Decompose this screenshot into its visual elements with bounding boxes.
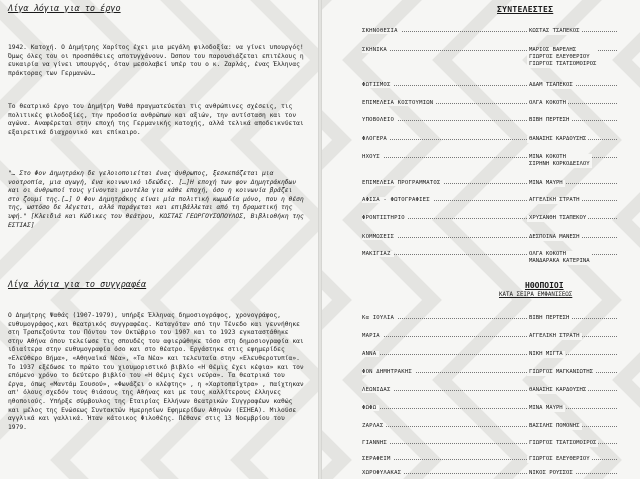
cast-row bbox=[362, 405, 632, 423]
dotted-leader bbox=[362, 354, 617, 355]
crew-role: ΣΚΗΝΙΚΑ bbox=[362, 47, 390, 53]
dotted-leader bbox=[362, 318, 617, 319]
cast-names bbox=[527, 456, 592, 463]
crew-name: ΘΑΝΑΣΗΣ ΚΑΡΔΟΥΣΗΣ bbox=[529, 136, 587, 142]
right-page bbox=[322, 0, 640, 479]
crew-names bbox=[527, 28, 582, 35]
cast-role: ΓΙΑΝΝΗΣ bbox=[362, 440, 390, 446]
cast-names bbox=[527, 351, 565, 358]
about-play-themes: Το θεατρικό έργο του Δημήτρη Ψαθά πραγματεύεται τις ανθρώπινες σχέσεις, τις πολιτικές φιλοδοξίες, την προδοσία ανθρώπων και αξιών, την αντίσταση και τον αγώνα. Αναφέρεται στην εποχή της Γερμανικής κατοχής, αλλά τελικά αποδεικνύεται εξαιρετικά διαχρονικό και επίκαιρο. bbox=[8, 103, 304, 136]
left-page bbox=[0, 0, 318, 479]
cast-names bbox=[527, 333, 582, 340]
cast-role: ΦΩΦΩ bbox=[362, 405, 379, 411]
crew-row bbox=[362, 47, 632, 65]
crew-names bbox=[527, 100, 568, 107]
critic-quote: "… Στο Φον Δημητράκη δε γελοιοποιείται ένας άνθρωπος, ξεσκεπάζεται μια νοοτροπία, μια αγωγή, ένα κοινωνικό ιδεώδες. […]Η εποχή των φον Δημητράκηδων και οι άνθρωποί τους γίνονται μοντέλα για κάθε εποχή, όσο η κοινωνία βράζει στο ζουμί της.[…] Ο Φον Δημητράκης είναι μία πολιτική κωμωδία μόνο, που η θέση της, ωστόσο δε λέγεται, αλλά παράγεται και επιβάλλεται από τη δραματική της υφή." [Κλειδιά και Κώδικες του θεάτρου, ΚΩΣΤΑΣ ΓΕΩΡΓΟΥΣΟΠΟΥΛΟΣ, Βιβλιοθήκη της ΕΣΤΙΑΣ] bbox=[8, 170, 304, 229]
crew-names bbox=[527, 136, 588, 143]
crew-role: ΑΦΙΣΑ - ΦΩΤΟΓΡΑΦΙΕΣ bbox=[362, 197, 433, 203]
dotted-leader bbox=[362, 408, 617, 409]
cast-title: ΗΘΟΠΟΙΟΙ bbox=[525, 281, 564, 290]
crew-names bbox=[527, 197, 582, 204]
cast-name: ΝΙΚΟΣ ΡΟΥΣΣΟΣ bbox=[529, 470, 573, 476]
cast-name: ΓΙΩΡΓΟΣ ΤΣΑΤΣΟΜΟΙΡΟΣ bbox=[529, 440, 597, 446]
cast-name: ΓΙΩΡΓΟΣ ΕΛΕΥΘΕΡΙΟΥ bbox=[529, 456, 590, 462]
dotted-leader bbox=[362, 120, 617, 121]
crew-role: ΕΠΙΜΕΛΕΙΑ ΚΟΣΤΟΥΜΙΩΝ bbox=[362, 100, 436, 106]
cast-names bbox=[527, 423, 582, 430]
crew-row bbox=[362, 251, 632, 269]
author-biography: Ο Δημήτρης Ψαθάς (1907-1979), υπήρξε Έλληνας δημοσιογράφος, χρονογράφος, ευθυμογράφος,και θεατρικός συγγραφέας. Καταγόταν από την Τένεδο και γεννήθηκε στη Τραπεζούντα του Πόντου τον Οκτώβριο του 1907 και το 1923 εγκαταστάθηκε στην Αθήνα όπου τελείωσε τις σπουδές του αφιερώθηκε τόσο στη δημοσιογραφία και ιδιαίτερα στην ευθυμογραφία όσο και στο θέατρο. Εργάστηκε στις εφημερίδες «Ελεύθερο Βήμα», «Αθηναϊκά Νέα», «Τα Νέα» και τελευταία στην «Ελευθεροτυπία». Το 1937 εξέδωσε το πρώτο του χιουμοριστικό βιβλίο «Η Θέμις έχει κέφια» και τον επόμενο χρόνο το δεύτερο βιβλίο του «Η Θέμις έχει νεύρα». Τα θεατρικά του έργα, όπως «Μαντάμ Σουσού», «Φωνάζει ο κλέφτης» , η «Χαρτοπαίχτρα» , παίχτηκαν απ' όλους σχεδόν τους θιάσους της Αθήνας και με τους καλλίτερους έλληνες ηθοποιούς. Υπήρξε σύμβουλος της Εταιρίας Ελλήνων Θεατρικών Συγγραφέων καθώς και μέλος της Ενώσεως Συντακτών Ημερησίων Εφημερίδων Αθηνών (ΕΣΗΕΑ). Μιλούσε αγγλικά και γαλλικά. Ήταν κάτοικος Φιλοθέης. Πέθανε στις 13 Νοεμβρίου του 1979. bbox=[8, 312, 304, 431]
crew-row bbox=[362, 28, 632, 46]
cast-name: ΒΑΣΙΛΗΣ ΠΟΜΟΝΗΣ bbox=[529, 423, 580, 429]
cast-role: ΜΑΡΙΑ bbox=[362, 333, 383, 339]
cast-row bbox=[362, 351, 632, 369]
cast-role: ΛΕΩΝΙΔΑΣ bbox=[362, 387, 394, 393]
crew-name: ΔΕΣΠΟΙΝΑ ΜΑΝΕΣΗ bbox=[529, 234, 580, 240]
cast-row bbox=[362, 387, 632, 405]
crew-name: ΜΙΝΑ ΚΟΚΟΤΗ bbox=[529, 154, 567, 160]
left-content bbox=[0, 0, 318, 479]
crew-role: ΣΚΗΝΟΘΕΣΙΑ bbox=[362, 28, 401, 34]
crew-names bbox=[527, 82, 575, 89]
crew-row bbox=[362, 100, 632, 118]
crew-row bbox=[362, 180, 632, 198]
crew-name: ΧΡΥΣΑΝΘΗ ΤΣΑΠΕΚΟΥ bbox=[529, 215, 587, 221]
about-play-intro: 1942. Κατοχή. Ο Δημήτρης Χαρίτος έχει μια μεγάλη φιλοδοξία: να γίνει υπουργός! Όμως όλες του οι προσπάθειες αποτυγχάνουν. Ώσπου του παρουσιάζεται επιτέλους η ευκαιρία να γίνει υπουργός, όταν μεσολαβεί υπέρ του ο κ. Ζαρλάς, ένας Έλληνας πράκτορας των Γερμανών… bbox=[8, 44, 304, 77]
cast-role: ΦΟΝ ΔΗΜΗΤΡΑΚΗΣ bbox=[362, 369, 415, 375]
crew-name: ΣΙΡΗΝΗ ΚΟΡΚΟΔΕΙΛΟΥ bbox=[529, 161, 590, 167]
crew-names bbox=[527, 180, 565, 187]
crew-name: ΒΙΒΗ ΠΕΡΤΕΣΗ bbox=[529, 117, 570, 123]
cast-names bbox=[527, 315, 571, 322]
cast-role: ΖΑΡΛΑΣ bbox=[362, 423, 386, 429]
crew-row bbox=[362, 117, 632, 135]
cast-names bbox=[527, 470, 575, 477]
crew-role: ΕΠΙΜΕΛΕΙΑ ΠΡΟΓΡΑΜΜΑΤΟΣ bbox=[362, 180, 444, 186]
crew-name: ΟΛΓΑ ΚΟΚΟΤΗ bbox=[529, 251, 567, 257]
about-play-heading: Λίγα λόγια για το έργο bbox=[8, 4, 121, 14]
right-content bbox=[322, 0, 640, 479]
cast-name: ΘΑΝΑΣΗΣ ΚΑΡΔΟΥΣΗΣ bbox=[529, 387, 587, 393]
cast-name: ΓΙΩΡΓΟΣ ΜΑΓΚΑΝΙΩΤΗΣ bbox=[529, 369, 593, 375]
cast-name: ΜΙΝΑ ΜΑΥΡΗ bbox=[529, 405, 563, 411]
crew-names bbox=[527, 47, 598, 68]
cast-names bbox=[527, 440, 598, 447]
cast-row bbox=[362, 470, 632, 479]
crew-row bbox=[362, 234, 632, 252]
crew-names bbox=[527, 215, 588, 222]
cast-names bbox=[527, 387, 588, 394]
dotted-leader bbox=[362, 85, 617, 86]
crew-name: ΑΓΓΕΛΙΚΗ ΣΤΡΑΤΗ bbox=[529, 197, 580, 203]
crew-role: ΜΑΚΙΓΙΑΖ bbox=[362, 251, 394, 257]
crew-name: ΜΑΡΙΟΣ ΒΑΡΕΛΗΣ bbox=[529, 47, 577, 53]
crew-names bbox=[527, 117, 571, 124]
crew-name: ΟΛΓΑ ΚΟΚΟΤΗ bbox=[529, 100, 567, 106]
crew-role: ΚΟΜΜΩΣΕΙΣ bbox=[362, 234, 397, 240]
cast-role: Κα ΙΟΥΛΙΑ bbox=[362, 315, 397, 321]
crew-name: ΑΔΑΜ ΤΣΑΠΕΚΟΣ bbox=[529, 82, 573, 88]
crew-role: ΥΠΟΒΟΛΕΙΟ bbox=[362, 117, 397, 123]
crew-name: ΜΑΝΔΑΡΑΚΑ ΚΑΤΕΡΙΝΑ bbox=[529, 258, 590, 264]
cast-role: ΑΝΝΑ bbox=[362, 351, 379, 357]
crew-role: ΦΡΟΝΤΙΣΤΗΡΙΟ bbox=[362, 215, 408, 221]
crew-role: ΦΩΤΙΣΜΟΣ bbox=[362, 82, 394, 88]
crew-row bbox=[362, 136, 632, 154]
cast-names bbox=[527, 405, 565, 412]
about-author-heading: Λίγα λόγια για το συγγραφέα bbox=[8, 280, 147, 290]
cast-name: ΒΙΒΗ ΠΕΡΤΕΣΗ bbox=[529, 315, 570, 321]
cast-name: ΝΙΚΗ ΜΙΓΤΑ bbox=[529, 351, 563, 357]
crew-names bbox=[527, 154, 592, 168]
crew-names bbox=[527, 234, 582, 241]
crew-name: ΓΙΩΡΓΟΣ ΤΣΑΤΣΟΜΟΙΡΟΣ bbox=[529, 61, 597, 67]
cast-row bbox=[362, 423, 632, 441]
cast-row bbox=[362, 333, 632, 351]
cast-name: ΑΓΓΕΛΙΚΗ ΣΤΡΑΤΗ bbox=[529, 333, 580, 339]
crew-name: ΓΙΩΡΓΟΣ ΕΛΕΥΘΕΡΙΟΥ bbox=[529, 54, 590, 60]
crew-row bbox=[362, 197, 632, 215]
crew-row bbox=[362, 82, 632, 100]
crew-row bbox=[362, 154, 632, 172]
crew-role: ΗΧΟΥΣ bbox=[362, 154, 383, 160]
crew-role: ΦΛΟΓΕΡΑ bbox=[362, 136, 390, 142]
cast-names bbox=[527, 369, 595, 376]
cast-role: ΧΩΡΟΦΥΛΑΚΑΣ bbox=[362, 470, 404, 476]
cast-subtitle: ΚΑΤΑ ΣΕΙΡΑ ΕΜΦΑΝΙΣΕΩΣ bbox=[499, 292, 573, 298]
cast-row bbox=[362, 369, 632, 387]
crew-row bbox=[362, 215, 632, 233]
crew-name: ΚΩΣΤΑΣ ΤΣΑΠΕΚΟΣ bbox=[529, 28, 580, 34]
crew-names bbox=[527, 251, 592, 265]
cast-role: ΣΕΡΑΦΕΙΜ bbox=[362, 456, 394, 462]
crew-name: ΜΙΝΑ ΜΑΥΡΗ bbox=[529, 180, 563, 186]
cast-row bbox=[362, 315, 632, 333]
crew-title: ΣΥΝΤΕΛΕΣΤΕΣ bbox=[497, 5, 554, 14]
